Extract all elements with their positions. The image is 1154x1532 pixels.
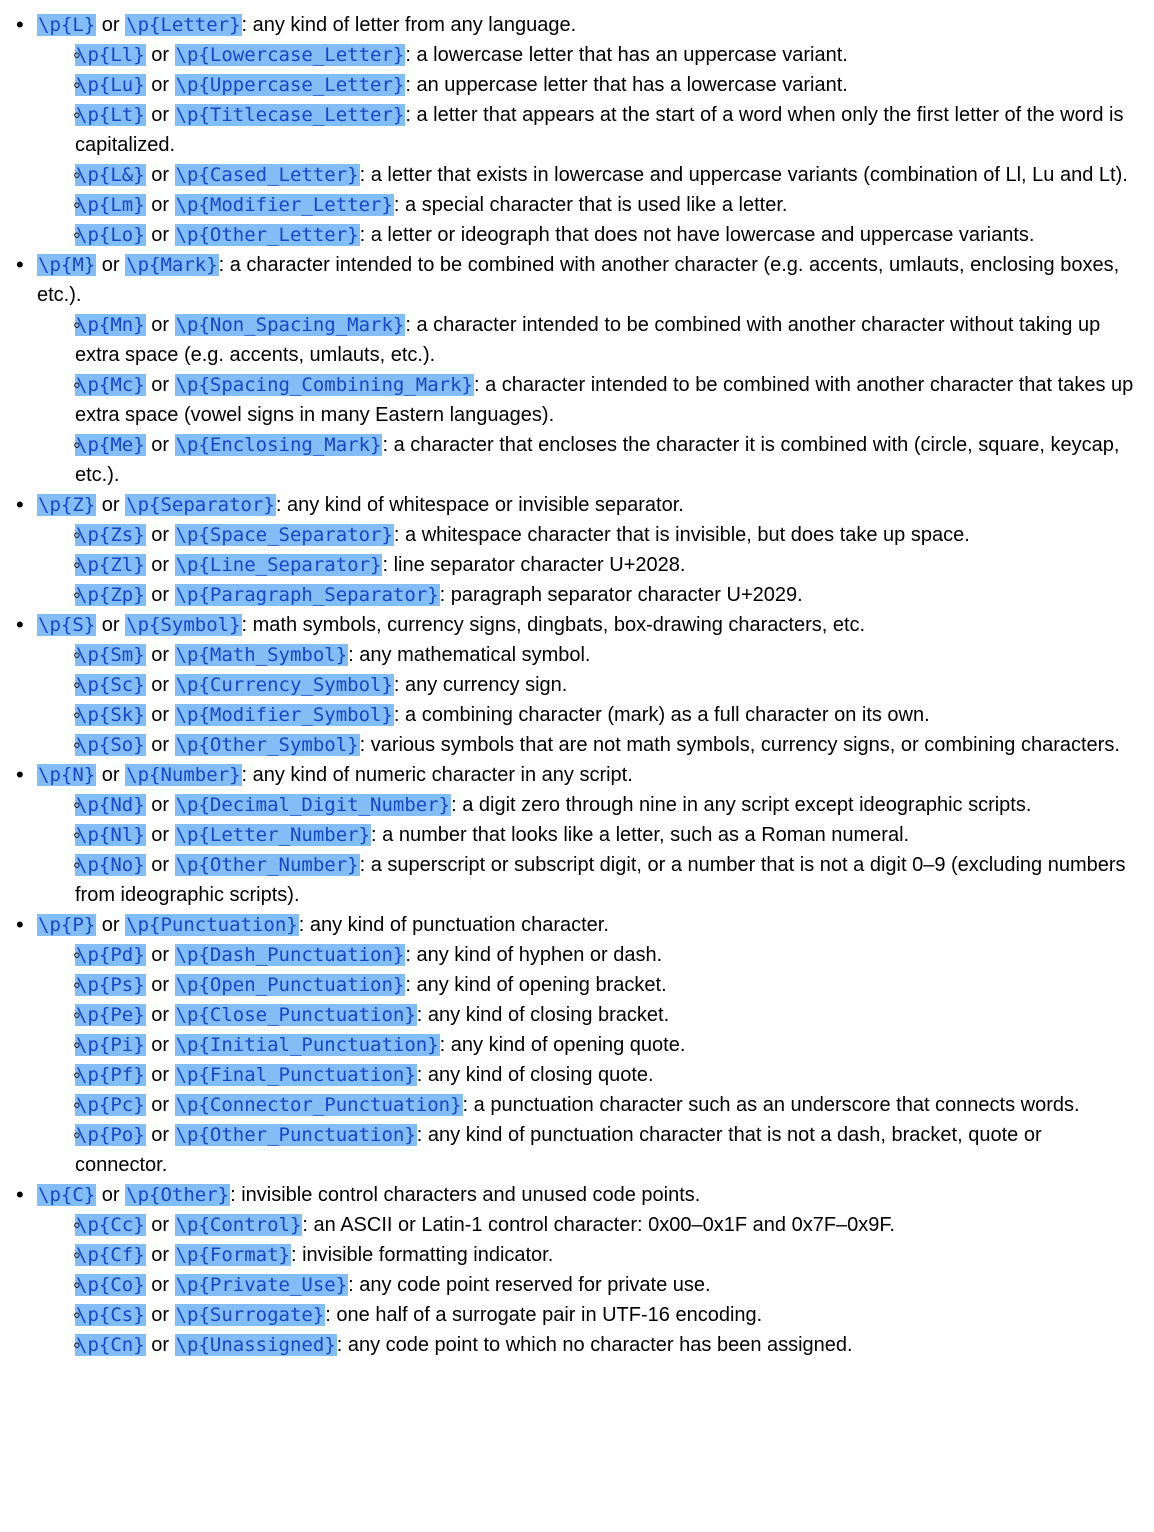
- subcategory-item: [37, 730, 1134, 760]
- long-property-code: \p{Close_Punctuation}: [175, 1004, 416, 1026]
- long-property-code: \p{Other}: [126, 1184, 230, 1206]
- subcategory-item: [37, 220, 1134, 250]
- subcategory-entry: [75, 1030, 1134, 1060]
- subcategory-item: [37, 850, 1134, 910]
- subcategory-item: [37, 160, 1134, 190]
- short-property-code: \p{Pe}: [76, 1004, 145, 1026]
- short-property-code: \p{Cc}: [76, 1214, 145, 1236]
- subcategory-entry: [75, 670, 1134, 700]
- subcategory-description: : an ASCII or Latin-1 control character: 0x00–0x1F and 0x7F–0x9F.: [302, 1214, 895, 1236]
- subcategory-item: [37, 550, 1134, 580]
- subcategory-item: [37, 670, 1134, 700]
- circle-bullet-icon: [73, 220, 93, 251]
- long-property-code: \p{Other_Punctuation}: [175, 1124, 416, 1146]
- subcategory-entry: [75, 820, 1134, 850]
- or-connector: or: [101, 614, 120, 636]
- category-description: : any kind of numeric character in any script.: [241, 764, 633, 786]
- category-description: : any kind of whitespace or invisible separator.: [275, 494, 684, 516]
- circle-bullet-icon: [73, 970, 93, 1001]
- or-connector: or: [151, 584, 169, 606]
- disc-bullet-icon: [16, 490, 35, 521]
- or-connector: or: [151, 1004, 169, 1026]
- short-property-code: \p{S}: [38, 614, 96, 636]
- circle-bullet-icon: [73, 1210, 93, 1241]
- short-property-code: \p{Lt}: [76, 104, 145, 126]
- circle-bullet-icon: [73, 700, 93, 731]
- subcategory-description: : a lowercase letter that has an uppercase variant.: [405, 44, 848, 66]
- subcategory-list: [37, 1210, 1134, 1360]
- circle-bullet-icon: [73, 160, 93, 191]
- short-property-code: \p{Sc}: [76, 674, 145, 696]
- or-connector: or: [151, 1334, 169, 1356]
- subcategory-description: : a whitespace character that is invisible, but does take up space.: [393, 524, 970, 546]
- short-property-code: \p{Pd}: [76, 944, 145, 966]
- subcategory-entry: [75, 1120, 1134, 1180]
- short-property-code: \p{N}: [38, 764, 96, 786]
- or-connector: or: [101, 254, 120, 276]
- short-property-code: \p{So}: [76, 734, 145, 756]
- long-property-code: \p{Separator}: [126, 494, 275, 516]
- circle-bullet-icon: [73, 430, 93, 461]
- subcategory-item: [37, 1060, 1134, 1090]
- subcategory-item: [37, 100, 1134, 160]
- subcategory-description: : a combining character (mark) as a full character on its own.: [393, 704, 930, 726]
- long-property-code: \p{Uppercase_Letter}: [175, 74, 405, 96]
- subcategory-entry: [75, 1060, 1134, 1090]
- category-description: : math symbols, currency signs, dingbats, box-drawing characters, etc.: [241, 614, 866, 636]
- short-property-code: \p{L}: [38, 14, 96, 36]
- subcategory-item: [37, 580, 1134, 610]
- short-property-code: \p{Cn}: [76, 1334, 145, 1356]
- or-connector: or: [151, 44, 169, 66]
- or-connector: or: [151, 434, 169, 456]
- category-entry: [37, 610, 1134, 640]
- long-property-code: \p{Space_Separator}: [175, 524, 393, 546]
- subcategory-entry: [75, 310, 1134, 370]
- subcategory-description: : a character that encloses the character it is combined with (circle, square, keycap, etc.).: [75, 434, 1120, 486]
- subcategory-entry: [75, 1000, 1134, 1030]
- circle-bullet-icon: [73, 190, 93, 221]
- or-connector: or: [151, 644, 169, 666]
- short-property-code: \p{Nd}: [76, 794, 145, 816]
- or-connector: or: [101, 14, 120, 36]
- subcategory-entry: [75, 40, 1134, 70]
- long-property-code: \p{Line_Separator}: [175, 554, 382, 576]
- subcategory-item: [37, 1210, 1134, 1240]
- circle-bullet-icon: [73, 1120, 93, 1151]
- or-connector: or: [151, 674, 169, 696]
- subcategory-item: [37, 1270, 1134, 1300]
- long-property-code: \p{Decimal_Digit_Number}: [175, 794, 451, 816]
- or-connector: or: [151, 104, 169, 126]
- long-property-code: \p{Punctuation}: [126, 914, 298, 936]
- long-property-code: \p{Format}: [175, 1244, 290, 1266]
- subcategory-entry: [75, 1300, 1134, 1330]
- circle-bullet-icon: [73, 1000, 93, 1031]
- category-group-list: [18, 10, 1134, 1360]
- category-description: : any kind of letter from any language.: [241, 14, 577, 36]
- subcategory-entry: [75, 1210, 1134, 1240]
- category-entry: [37, 250, 1134, 310]
- long-property-code: \p{Enclosing_Mark}: [175, 434, 382, 456]
- category-entry: [37, 1180, 1134, 1210]
- category-description: : a character intended to be combined with another character (e.g. accents, umlauts, enclosing boxes, etc.).: [37, 254, 1120, 306]
- or-connector: or: [151, 974, 169, 996]
- circle-bullet-icon: [73, 670, 93, 701]
- circle-bullet-icon: [73, 1330, 93, 1361]
- category-group: [18, 490, 1134, 610]
- long-property-code: \p{Initial_Punctuation}: [175, 1034, 439, 1056]
- subcategory-entry: [75, 970, 1134, 1000]
- circle-bullet-icon: [73, 40, 93, 71]
- category-entry: [37, 10, 1134, 40]
- long-property-code: \p{Control}: [175, 1214, 302, 1236]
- circle-bullet-icon: [73, 520, 93, 551]
- circle-bullet-icon: [73, 730, 93, 761]
- short-property-code: \p{Sm}: [76, 644, 145, 666]
- long-property-code: \p{Paragraph_Separator}: [175, 584, 439, 606]
- category-entry: [37, 490, 1134, 520]
- or-connector: or: [101, 764, 120, 786]
- or-connector: or: [101, 914, 120, 936]
- disc-bullet-icon: [16, 250, 35, 281]
- subcategory-description: : any mathematical symbol.: [348, 644, 591, 666]
- or-connector: or: [151, 164, 169, 186]
- circle-bullet-icon: [73, 640, 93, 671]
- subcategory-description: : any code point to which no character has been assigned.: [336, 1334, 853, 1356]
- subcategory-entry: [75, 730, 1134, 760]
- subcategory-entry: [75, 640, 1134, 670]
- or-connector: or: [101, 1184, 120, 1206]
- subcategory-description: : any code point reserved for private use.: [348, 1274, 711, 1296]
- subcategory-description: : a character intended to be combined with another character that takes up extra space (vowel signs in many Eastern languages).: [75, 374, 1134, 426]
- subcategory-description: : invisible formatting indicator.: [290, 1244, 554, 1266]
- subcategory-list: [37, 790, 1134, 910]
- or-connector: or: [151, 704, 169, 726]
- subcategory-item: [37, 1000, 1134, 1030]
- or-connector: or: [151, 944, 169, 966]
- short-property-code: \p{Lm}: [76, 194, 145, 216]
- long-property-code: \p{Lowercase_Letter}: [175, 44, 405, 66]
- circle-bullet-icon: [73, 1030, 93, 1061]
- short-property-code: \p{Ll}: [76, 44, 145, 66]
- subcategory-item: [37, 40, 1134, 70]
- subcategory-item: [37, 1300, 1134, 1330]
- subcategory-list: [37, 940, 1134, 1180]
- subcategory-entry: [75, 430, 1134, 490]
- short-property-code: \p{Mn}: [76, 314, 145, 336]
- long-property-code: \p{Number}: [126, 764, 241, 786]
- subcategory-entry: [75, 370, 1134, 430]
- subcategory-description: : any currency sign.: [393, 674, 568, 696]
- subcategory-description: : a punctuation character such as an underscore that connects words.: [462, 1094, 1080, 1116]
- subcategory-item: [37, 430, 1134, 490]
- subcategory-item: [37, 370, 1134, 430]
- or-connector: or: [151, 1214, 169, 1236]
- disc-bullet-icon: [16, 1180, 35, 1211]
- short-property-code: \p{Me}: [76, 434, 145, 456]
- subcategory-entry: [75, 520, 1134, 550]
- subcategory-entry: [75, 850, 1134, 910]
- or-connector: or: [151, 824, 169, 846]
- short-property-code: \p{Pf}: [76, 1064, 145, 1086]
- subcategory-entry: [75, 1330, 1134, 1360]
- or-connector: or: [151, 1064, 169, 1086]
- subcategory-description: : various symbols that are not math symbols, currency signs, or combining characters.: [359, 734, 1120, 756]
- circle-bullet-icon: [73, 1060, 93, 1091]
- subcategory-item: [37, 520, 1134, 550]
- circle-bullet-icon: [73, 1270, 93, 1301]
- short-property-code: \p{Zs}: [76, 524, 145, 546]
- long-property-code: \p{Non_Spacing_Mark}: [175, 314, 405, 336]
- long-property-code: \p{Mark}: [126, 254, 218, 276]
- circle-bullet-icon: [73, 940, 93, 971]
- long-property-code: \p{Other_Letter}: [175, 224, 359, 246]
- subcategory-item: [37, 700, 1134, 730]
- short-property-code: \p{Ps}: [76, 974, 145, 996]
- or-connector: or: [151, 794, 169, 816]
- subcategory-description: : any kind of closing bracket.: [416, 1004, 670, 1026]
- circle-bullet-icon: [73, 850, 93, 881]
- category-group: [18, 10, 1134, 250]
- subcategory-entry: [75, 160, 1134, 190]
- long-property-code: \p{Titlecase_Letter}: [175, 104, 405, 126]
- subcategory-item: [37, 820, 1134, 850]
- long-property-code: \p{Dash_Punctuation}: [175, 944, 405, 966]
- short-property-code: \p{Z}: [38, 494, 96, 516]
- long-property-code: \p{Open_Punctuation}: [175, 974, 405, 996]
- long-property-code: \p{Letter_Number}: [175, 824, 371, 846]
- short-property-code: \p{P}: [38, 914, 96, 936]
- or-connector: or: [151, 1094, 169, 1116]
- long-property-code: \p{Other_Number}: [175, 854, 359, 876]
- or-connector: or: [151, 314, 169, 336]
- subcategory-item: [37, 70, 1134, 100]
- short-property-code: \p{L&}: [76, 164, 145, 186]
- subcategory-description: : any kind of opening bracket.: [405, 974, 667, 996]
- subcategory-entry: [75, 1240, 1134, 1270]
- or-connector: or: [151, 524, 169, 546]
- circle-bullet-icon: [73, 550, 93, 581]
- subcategory-list: [37, 310, 1134, 490]
- subcategory-item: [37, 790, 1134, 820]
- subcategory-description: : any kind of hyphen or dash.: [405, 944, 663, 966]
- or-connector: or: [151, 734, 169, 756]
- subcategory-item: [37, 940, 1134, 970]
- subcategory-entry: [75, 100, 1134, 160]
- subcategory-description: : a letter or ideograph that does not have lowercase and uppercase variants.: [359, 224, 1035, 246]
- short-property-code: \p{C}: [38, 1184, 96, 1206]
- category-group: [18, 910, 1134, 1180]
- long-property-code: \p{Cased_Letter}: [175, 164, 359, 186]
- category-group: [18, 610, 1134, 760]
- or-connector: or: [151, 1304, 169, 1326]
- subcategory-item: [37, 1090, 1134, 1120]
- short-property-code: \p{Po}: [76, 1124, 145, 1146]
- long-property-code: \p{Other_Symbol}: [175, 734, 359, 756]
- or-connector: or: [151, 1244, 169, 1266]
- disc-bullet-icon: [16, 910, 35, 941]
- subcategory-description: : an uppercase letter that has a lowercase variant.: [405, 74, 848, 96]
- subcategory-description: : line separator character U+2028.: [382, 554, 686, 576]
- long-property-code: \p{Spacing_Combining_Mark}: [175, 374, 473, 396]
- short-property-code: \p{Lu}: [76, 74, 145, 96]
- subcategory-description: : a number that looks like a letter, such as a Roman numeral.: [371, 824, 910, 846]
- or-connector: or: [151, 1274, 169, 1296]
- subcategory-entry: [75, 580, 1134, 610]
- short-property-code: \p{Nl}: [76, 824, 145, 846]
- subcategory-description: : paragraph separator character U+2029.: [439, 584, 803, 606]
- long-property-code: \p{Private_Use}: [175, 1274, 348, 1296]
- subcategory-entry: [75, 550, 1134, 580]
- short-property-code: \p{Lo}: [76, 224, 145, 246]
- long-property-code: \p{Symbol}: [126, 614, 241, 636]
- circle-bullet-icon: [73, 1240, 93, 1271]
- category-entry: [37, 910, 1134, 940]
- long-property-code: \p{Currency_Symbol}: [175, 674, 393, 696]
- subcategory-description: : any kind of opening quote.: [439, 1034, 686, 1056]
- short-property-code: \p{Pi}: [76, 1034, 145, 1056]
- subcategory-list: [37, 40, 1134, 250]
- subcategory-item: [37, 970, 1134, 1000]
- subcategory-description: : a digit zero through nine in any script except ideographic scripts.: [451, 794, 1032, 816]
- subcategory-description: : any kind of closing quote.: [416, 1064, 654, 1086]
- or-connector: or: [151, 1034, 169, 1056]
- subcategory-item: [37, 1330, 1134, 1360]
- long-property-code: \p{Modifier_Letter}: [175, 194, 393, 216]
- subcategory-description: : one half of a surrogate pair in UTF-16 encoding.: [325, 1304, 763, 1326]
- long-property-code: \p{Connector_Punctuation}: [175, 1094, 462, 1116]
- category-description: : any kind of punctuation character.: [298, 914, 609, 936]
- long-property-code: \p{Surrogate}: [175, 1304, 325, 1326]
- short-property-code: \p{Mc}: [76, 374, 145, 396]
- long-property-code: \p{Final_Punctuation}: [175, 1064, 416, 1086]
- subcategory-description: : a letter that exists in lowercase and uppercase variants (combination of Ll, Lu and Lt).: [359, 164, 1128, 186]
- short-property-code: \p{Cf}: [76, 1244, 145, 1266]
- subcategory-item: [37, 640, 1134, 670]
- circle-bullet-icon: [73, 790, 93, 821]
- subcategory-entry: [75, 190, 1134, 220]
- short-property-code: \p{Zp}: [76, 584, 145, 606]
- category-group: [18, 250, 1134, 490]
- circle-bullet-icon: [73, 310, 93, 341]
- subcategory-entry: [75, 220, 1134, 250]
- short-property-code: \p{No}: [76, 854, 145, 876]
- disc-bullet-icon: [16, 610, 35, 641]
- circle-bullet-icon: [73, 70, 93, 101]
- long-property-code: \p{Letter}: [126, 14, 241, 36]
- subcategory-item: [37, 1120, 1134, 1180]
- circle-bullet-icon: [73, 1090, 93, 1121]
- short-property-code: \p{Sk}: [76, 704, 145, 726]
- circle-bullet-icon: [73, 1300, 93, 1331]
- or-connector: or: [151, 224, 169, 246]
- disc-bullet-icon: [16, 10, 35, 41]
- or-connector: or: [151, 194, 169, 216]
- short-property-code: \p{Pc}: [76, 1094, 145, 1116]
- subcategory-description: : a letter that appears at the start of a word when only the first letter of the word is capitalized.: [75, 104, 1124, 156]
- or-connector: or: [101, 494, 120, 516]
- long-property-code: \p{Math_Symbol}: [175, 644, 348, 666]
- subcategory-item: [37, 190, 1134, 220]
- or-connector: or: [151, 854, 169, 876]
- short-property-code: \p{M}: [38, 254, 96, 276]
- disc-bullet-icon: [16, 760, 35, 791]
- circle-bullet-icon: [73, 100, 93, 131]
- category-group: [18, 760, 1134, 910]
- circle-bullet-icon: [73, 820, 93, 851]
- subcategory-item: [37, 1030, 1134, 1060]
- or-connector: or: [151, 74, 169, 96]
- subcategory-entry: [75, 700, 1134, 730]
- or-connector: or: [151, 374, 169, 396]
- circle-bullet-icon: [73, 370, 93, 401]
- subcategory-item: [37, 310, 1134, 370]
- subcategory-entry: [75, 940, 1134, 970]
- category-entry: [37, 760, 1134, 790]
- long-property-code: \p{Unassigned}: [175, 1334, 336, 1356]
- subcategory-list: [37, 640, 1134, 760]
- subcategory-description: : a special character that is used like a letter.: [393, 194, 788, 216]
- short-property-code: \p{Cs}: [76, 1304, 145, 1326]
- subcategory-item: [37, 1240, 1134, 1270]
- subcategory-entry: [75, 790, 1134, 820]
- subcategory-description: : a superscript or subscript digit, or a number that is not a digit 0–9 (excluding numbers from ideographic scripts).: [75, 854, 1126, 906]
- short-property-code: \p{Zl}: [76, 554, 145, 576]
- or-connector: or: [151, 554, 169, 576]
- subcategory-description: : any kind of punctuation character that is not a dash, bracket, quote or connector.: [75, 1124, 1042, 1176]
- short-property-code: \p{Co}: [76, 1274, 145, 1296]
- subcategory-entry: [75, 1090, 1134, 1120]
- subcategory-entry: [75, 70, 1134, 100]
- category-description: : invisible control characters and unused code points.: [230, 1184, 701, 1206]
- subcategory-description: : a character intended to be combined with another character without taking up extra space (e.g. accents, umlauts, etc.).: [75, 314, 1101, 366]
- subcategory-entry: [75, 1270, 1134, 1300]
- subcategory-list: [37, 520, 1134, 610]
- long-property-code: \p{Modifier_Symbol}: [175, 704, 393, 726]
- circle-bullet-icon: [73, 580, 93, 611]
- category-group: [18, 1180, 1134, 1360]
- or-connector: or: [151, 1124, 169, 1146]
